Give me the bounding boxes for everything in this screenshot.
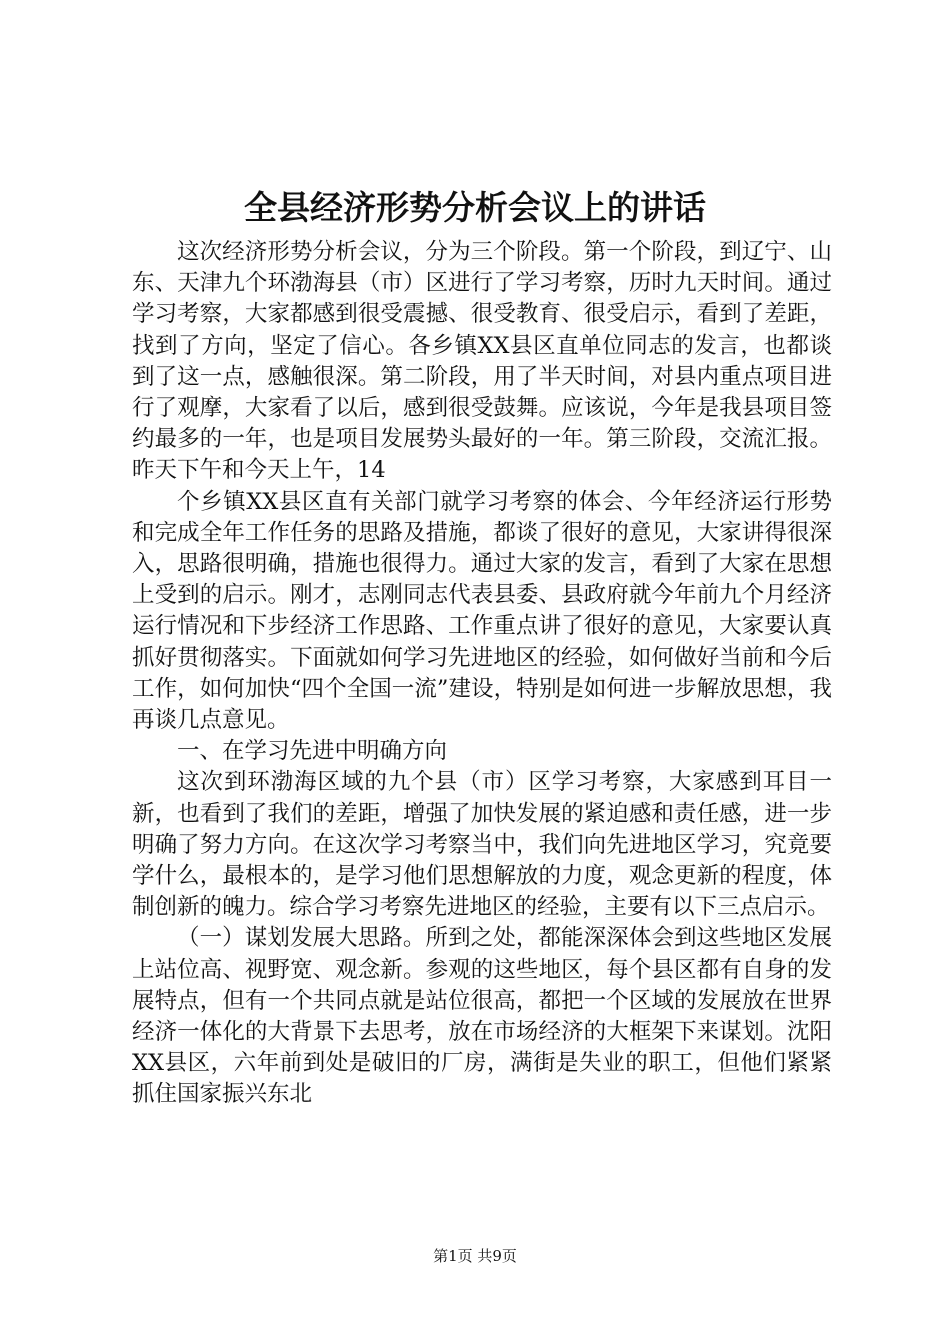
page-footer: 第1页 共9页 [433,1247,517,1265]
paragraph-3: 这次到环渤海区域的九个县（市）区学习考察，大家感到耳目一新，也看到了我们的差距，增强了加快发展的紧迫感和责任感，进一步明确了努力方向。在这次学习考察当中，我们向先进地区学习，究竟要学什么，最根本的，是学习他们思想解放的力度，观念更新的程度，体制创新的魄力。综合学习考察先进地区的经验，主要有以下三点启示。 [132,769,832,921]
paragraph-2: 个乡镇XX县区直有关部门就学习考察的体会、今年经济运行形势和完成全年工作任务的思路及措施，都谈了很好的意见，大家讲得很深入，思路很明确，措施也很得力。通过大家的发言，看到了大家在思想上受到的启示。刚才，志刚同志代表县委、县政府就今年前九个月经济运行情况和下步经济工作思路、工作重点讲了很好的意见，大家要认真抓好贯彻落实。下面就如何学习先进地区的经验，如何做好当前和今后工作，如何加快“四个全国一流”建设，特别是如何进一步解放思想，我再谈几点意见。 [132,488,832,734]
paragraph-4: （一）谋划发展大思路。所到之处，都能深深体会到这些地区发展上站位高、视野宽、观念新。参观的这些地区，每个县区都有自身的发展特点，但有一个共同点就是站位很高，都把一个区域的发展放在世界经济一体化的大背景下去思考，放在市场经济的大框架下来谋划。沈阳XX县区，六年前到处是破旧的厂房，满街是失业的职工，但他们紧紧抓住国家振兴东北 [132,925,832,1108]
paragraph-1: 这次经济形势分析会议，分为三个阶段。第一个阶段，到辽宁、山东、天津九个环渤海县（市）区进行了学习考察，历时九天时间。通过学习考察，大家都感到很受震撼、很受教育、很受启示，看到了差距，找到了方向，坚定了信心。各乡镇XX县区直单位同志的发言，也都谈到了这一点，感触很深。第二阶段，用了半天时间，对县内重点项目进行了观摩，大家看了以后，感到很受鼓舞。应该说，今年是我县项目签约最多的一年，也是项目发展势头最好的一年。第三阶段，交流汇报。昨天下午和今天上午，14 [132,239,832,484]
section-heading-1: 一、在学习先进中明确方向 [177,738,448,765]
document-title: 全县经济形势分析会议上的讲话 [244,188,706,227]
document-body [132,237,832,1111]
